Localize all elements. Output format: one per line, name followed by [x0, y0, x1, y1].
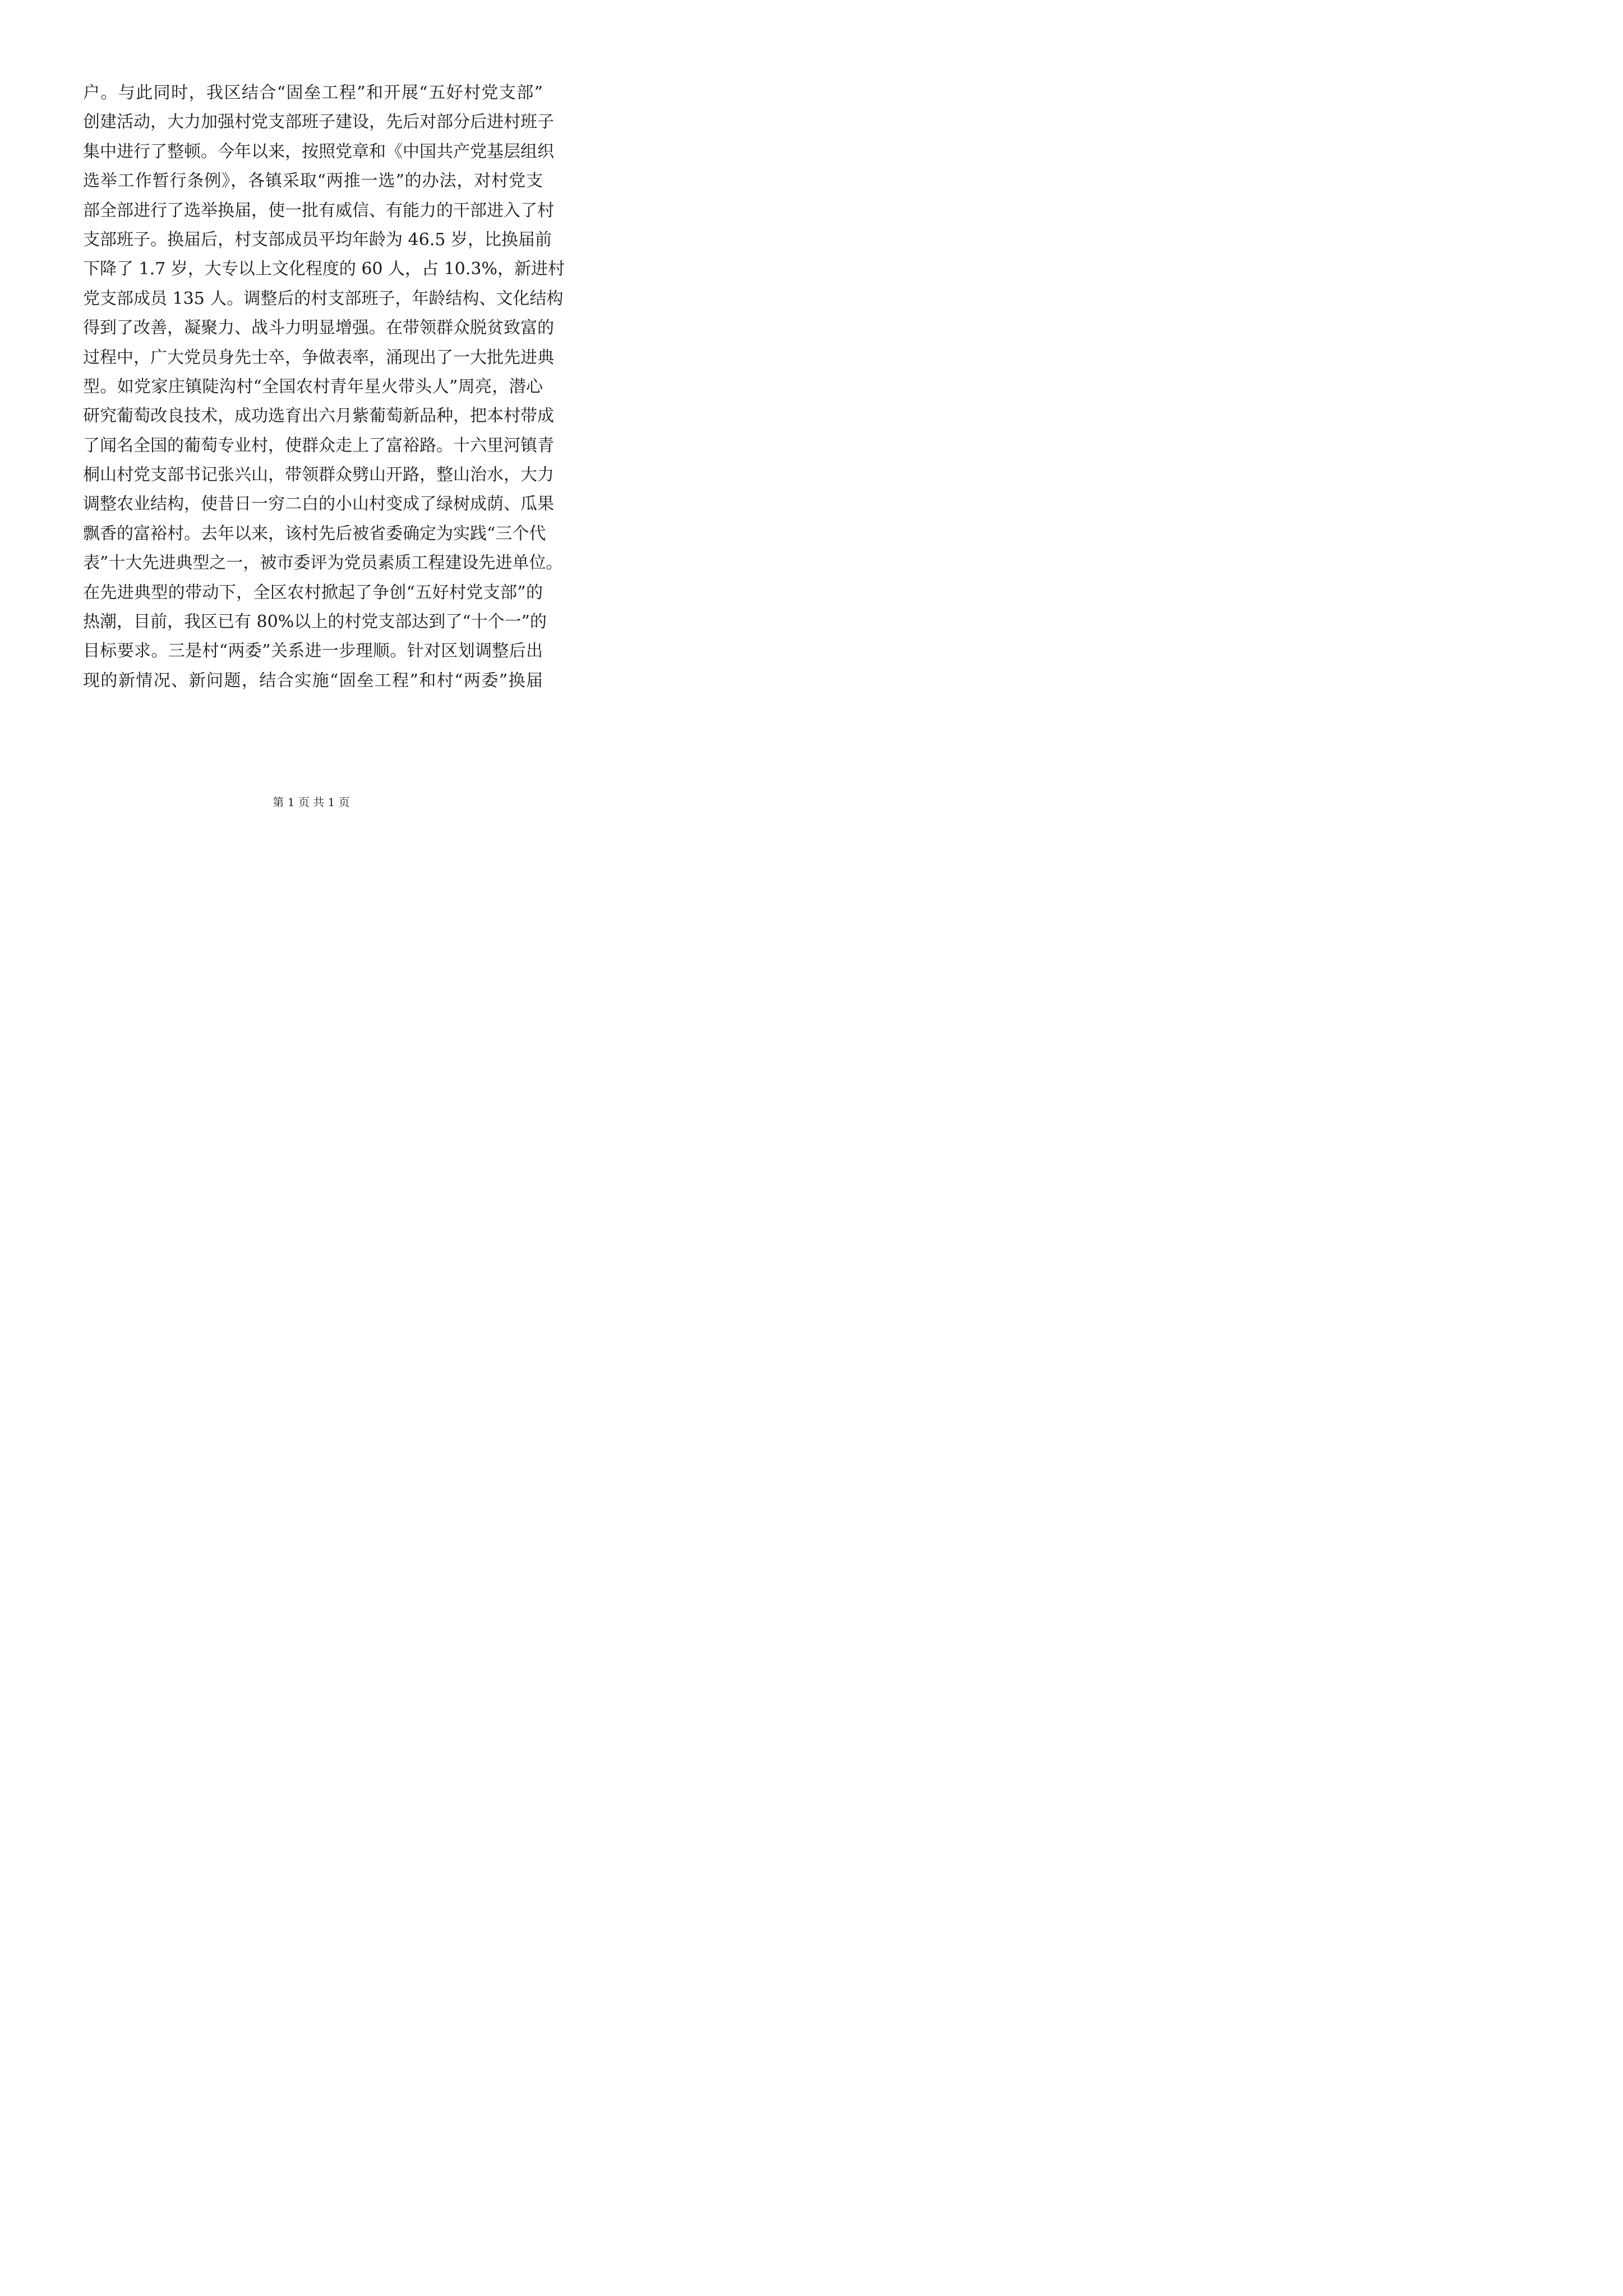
text-line: 部全部进行了选举换届，使一批有威信、有能力的干部进入了村	[83, 200, 554, 220]
text-line: 得到了改善，凝聚力、战斗力明显增强。在带领群众脱贫致富的	[83, 318, 554, 338]
document-page	[0, 0, 623, 881]
text-line: 表”十大先进典型之一，被市委评为党员素质工程建设先进单位。	[83, 553, 563, 573]
text-line: 型。如党家庄镇陡沟村“全国农村青年星火带头人”周亮，潜心	[83, 376, 543, 397]
text-line: 了闻名全国的葡萄专业村，使群众走上了富裕路。十六里河镇青	[83, 435, 554, 455]
text-line: 集中进行了整顿。今年以来，按照党章和《中国共产党基层组织	[83, 141, 554, 162]
text-line: 选举工作暂行条例》，各镇采取“两推一选”的办法，对村党支	[83, 171, 543, 191]
text-line: 调整农业结构，使昔日一穷二白的小山村变成了绿树成荫、瓜果	[83, 494, 554, 514]
text-line: 户。与此同时，我区结合“固垒工程”和开展“五好村党支部”	[83, 83, 543, 103]
text-line: 目标要求。三是村“两委”关系进一步理顺。针对区划调整后出	[83, 641, 543, 661]
text-line: 桐山村党支部书记张兴山，带领群众劈山开路，整山治水，大力	[83, 465, 554, 485]
text-line: 现的新情况、新问题，结合实施“固垒工程”和村“两委”换届	[83, 670, 543, 691]
text-line: 下降了 1.7 岁，大专以上文化程度的 60 人，占 10.3%，新进村	[83, 259, 565, 279]
text-line: 飘香的富裕村。去年以来，该村先后被省委确定为实践“三个代	[83, 523, 546, 544]
text-line: 党支部成员 135 人。调整后的村支部班子，年龄结构、文化结构	[83, 288, 564, 309]
text-line: 热潮，目前，我区已有 80%以上的村党支部达到了“十个一”的	[83, 612, 547, 632]
text-line: 过程中，广大党员身先士卒，争做表率，涌现出了一大批先进典	[83, 347, 554, 367]
text-line: 研究葡萄改良技术，成功选育出六月紫葡萄新品种，把本村带成	[83, 406, 554, 426]
text-line: 创建活动，大力加强村党支部班子建设，先后对部分后进村班子	[83, 112, 554, 132]
body-text	[83, 79, 565, 696]
text-line: 支部班子。换届后，村支部成员平均年龄为 46.5 岁，比换届前	[83, 229, 552, 250]
text-line: 在先进典型的带动下，全区农村掀起了争创“五好村党支部”的	[83, 582, 543, 602]
page-number-footer: 第 1 页 共 1 页	[273, 795, 350, 809]
